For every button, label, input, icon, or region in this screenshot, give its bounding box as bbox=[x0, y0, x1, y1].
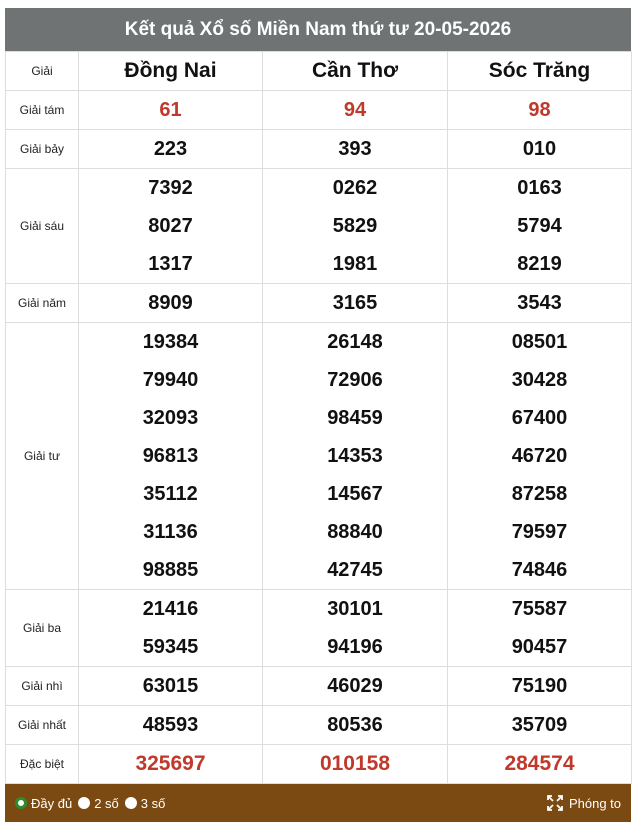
prize-cell bbox=[448, 284, 632, 323]
display-options-bar bbox=[5, 784, 631, 822]
prize-cell bbox=[448, 169, 632, 284]
prize-number: 74846 bbox=[511, 559, 568, 581]
prize-row bbox=[6, 323, 632, 590]
prize-number: 1317 bbox=[148, 253, 193, 275]
prize-number: 08501 bbox=[511, 331, 568, 353]
prize-row bbox=[6, 706, 632, 745]
radio-icon[interactable] bbox=[125, 797, 137, 809]
radio-icon[interactable] bbox=[78, 797, 90, 809]
prize-number: 96813 bbox=[142, 445, 199, 467]
prize-number: 26148 bbox=[327, 331, 383, 353]
prize-number: 75190 bbox=[511, 675, 568, 697]
prize-number: 8219 bbox=[517, 253, 562, 275]
prize-cell bbox=[448, 590, 632, 667]
prize-number: 325697 bbox=[135, 752, 206, 775]
header-label: Giải bbox=[6, 52, 79, 91]
prize-cell bbox=[79, 130, 263, 169]
prize-number: 46029 bbox=[327, 675, 383, 697]
prize-row bbox=[6, 91, 632, 130]
prize-cell bbox=[263, 284, 448, 323]
prize-cell bbox=[79, 745, 263, 784]
prize-number: 223 bbox=[153, 138, 188, 160]
province-header: Đồng Nai bbox=[79, 52, 263, 91]
option-full[interactable] bbox=[15, 796, 72, 811]
prize-number: 0163 bbox=[517, 177, 562, 199]
prize-number: 35112 bbox=[143, 483, 198, 505]
prize-cell bbox=[263, 590, 448, 667]
prize-number: 94 bbox=[343, 99, 367, 121]
prize-label: Giải bảy bbox=[6, 130, 79, 169]
prize-number: 30101 bbox=[327, 598, 383, 620]
prize-cell bbox=[263, 91, 448, 130]
prize-number: 48593 bbox=[142, 714, 199, 736]
prize-cell bbox=[448, 706, 632, 745]
prize-cell bbox=[263, 130, 448, 169]
prize-number: 010158 bbox=[319, 752, 391, 775]
prize-number: 0262 bbox=[332, 177, 378, 199]
prize-number: 14567 bbox=[327, 483, 383, 505]
prize-number: 31136 bbox=[143, 521, 198, 543]
prize-number: 67400 bbox=[511, 407, 568, 429]
prize-number: 42745 bbox=[327, 559, 383, 581]
prize-number: 1981 bbox=[332, 253, 378, 275]
prize-number: 19384 bbox=[142, 331, 199, 353]
prize-number: 88840 bbox=[327, 521, 383, 543]
prize-number: 21416 bbox=[142, 598, 199, 620]
prize-label: Giải ba bbox=[6, 590, 79, 667]
prize-cell bbox=[79, 169, 263, 284]
prize-number: 61 bbox=[159, 99, 182, 121]
prize-number: 98 bbox=[528, 99, 551, 121]
prize-cell bbox=[448, 667, 632, 706]
zoom-label: Phóng to bbox=[568, 795, 621, 811]
prize-number: 3543 bbox=[517, 292, 562, 314]
prize-cell bbox=[79, 284, 263, 323]
prize-row bbox=[6, 169, 632, 284]
prize-label: Giải năm bbox=[6, 284, 79, 323]
prize-number: 393 bbox=[338, 138, 372, 160]
prize-cell bbox=[263, 169, 448, 284]
prize-number: 8027 bbox=[148, 215, 193, 237]
prize-number: 94196 bbox=[327, 636, 383, 658]
prize-cell bbox=[79, 590, 263, 667]
province-header: Cần Thơ bbox=[263, 52, 448, 91]
prize-cell bbox=[263, 323, 448, 590]
prize-number: 59345 bbox=[142, 636, 199, 658]
option-label: Đầy đủ bbox=[31, 795, 73, 811]
option-2-digits[interactable] bbox=[78, 796, 119, 811]
table-header-row bbox=[6, 52, 632, 91]
prize-number: 010 bbox=[522, 138, 557, 160]
radio-selected-icon[interactable] bbox=[15, 797, 27, 809]
prize-cell bbox=[79, 323, 263, 590]
prize-number: 32093 bbox=[142, 407, 199, 429]
expand-icon bbox=[547, 795, 563, 811]
prize-row bbox=[6, 130, 632, 169]
prize-number: 5794 bbox=[517, 215, 562, 237]
prize-number: 30428 bbox=[511, 369, 568, 391]
prize-cell bbox=[448, 130, 632, 169]
prize-number: 8909 bbox=[148, 292, 193, 314]
prize-number: 63015 bbox=[142, 675, 199, 697]
page-title: Kết quả Xổ số Miền Nam thứ tư 20-05-2026 bbox=[5, 8, 631, 51]
prize-label: Giải sáu bbox=[6, 169, 79, 284]
prize-cell bbox=[263, 667, 448, 706]
prize-label: Giải nhất bbox=[6, 706, 79, 745]
prize-number: 46720 bbox=[511, 445, 568, 467]
prize-number: 14353 bbox=[327, 445, 383, 467]
prize-cell bbox=[79, 706, 263, 745]
prize-number: 98885 bbox=[142, 559, 199, 581]
prize-cell bbox=[448, 745, 632, 784]
prize-cell bbox=[79, 91, 263, 130]
prize-cell bbox=[448, 91, 632, 130]
prize-number: 90457 bbox=[511, 636, 568, 658]
zoom-button[interactable] bbox=[547, 795, 621, 811]
option-label: 2 số bbox=[94, 795, 119, 811]
prize-label: Giải tư bbox=[6, 323, 79, 590]
prize-number: 284574 bbox=[504, 752, 575, 775]
prize-cell bbox=[79, 667, 263, 706]
prize-number: 79597 bbox=[511, 521, 568, 543]
prize-number: 79940 bbox=[142, 369, 199, 391]
prize-number: 72906 bbox=[327, 369, 383, 391]
option-3-digits[interactable] bbox=[125, 796, 166, 811]
prize-number: 5829 bbox=[332, 215, 378, 237]
option-label: 3 số bbox=[140, 795, 166, 811]
prize-number: 35709 bbox=[511, 714, 568, 736]
prize-number: 3165 bbox=[332, 292, 378, 314]
province-header: Sóc Trăng bbox=[448, 52, 632, 91]
prize-number: 75587 bbox=[511, 598, 568, 620]
prize-cell bbox=[263, 745, 448, 784]
prize-row bbox=[6, 590, 632, 667]
prize-number: 98459 bbox=[327, 407, 383, 429]
results-table bbox=[5, 51, 632, 784]
prize-number: 87258 bbox=[511, 483, 568, 505]
results-panel bbox=[5, 8, 631, 822]
prize-row bbox=[6, 667, 632, 706]
prize-label: Giải tám bbox=[6, 91, 79, 130]
prize-number: 80536 bbox=[327, 714, 383, 736]
prize-label: Giải nhì bbox=[6, 667, 79, 706]
prize-row bbox=[6, 284, 632, 323]
prize-cell bbox=[448, 323, 632, 590]
prize-label: Đặc biệt bbox=[6, 745, 79, 784]
prize-number: 7392 bbox=[148, 177, 193, 199]
prize-row bbox=[6, 745, 632, 784]
prize-cell bbox=[263, 706, 448, 745]
